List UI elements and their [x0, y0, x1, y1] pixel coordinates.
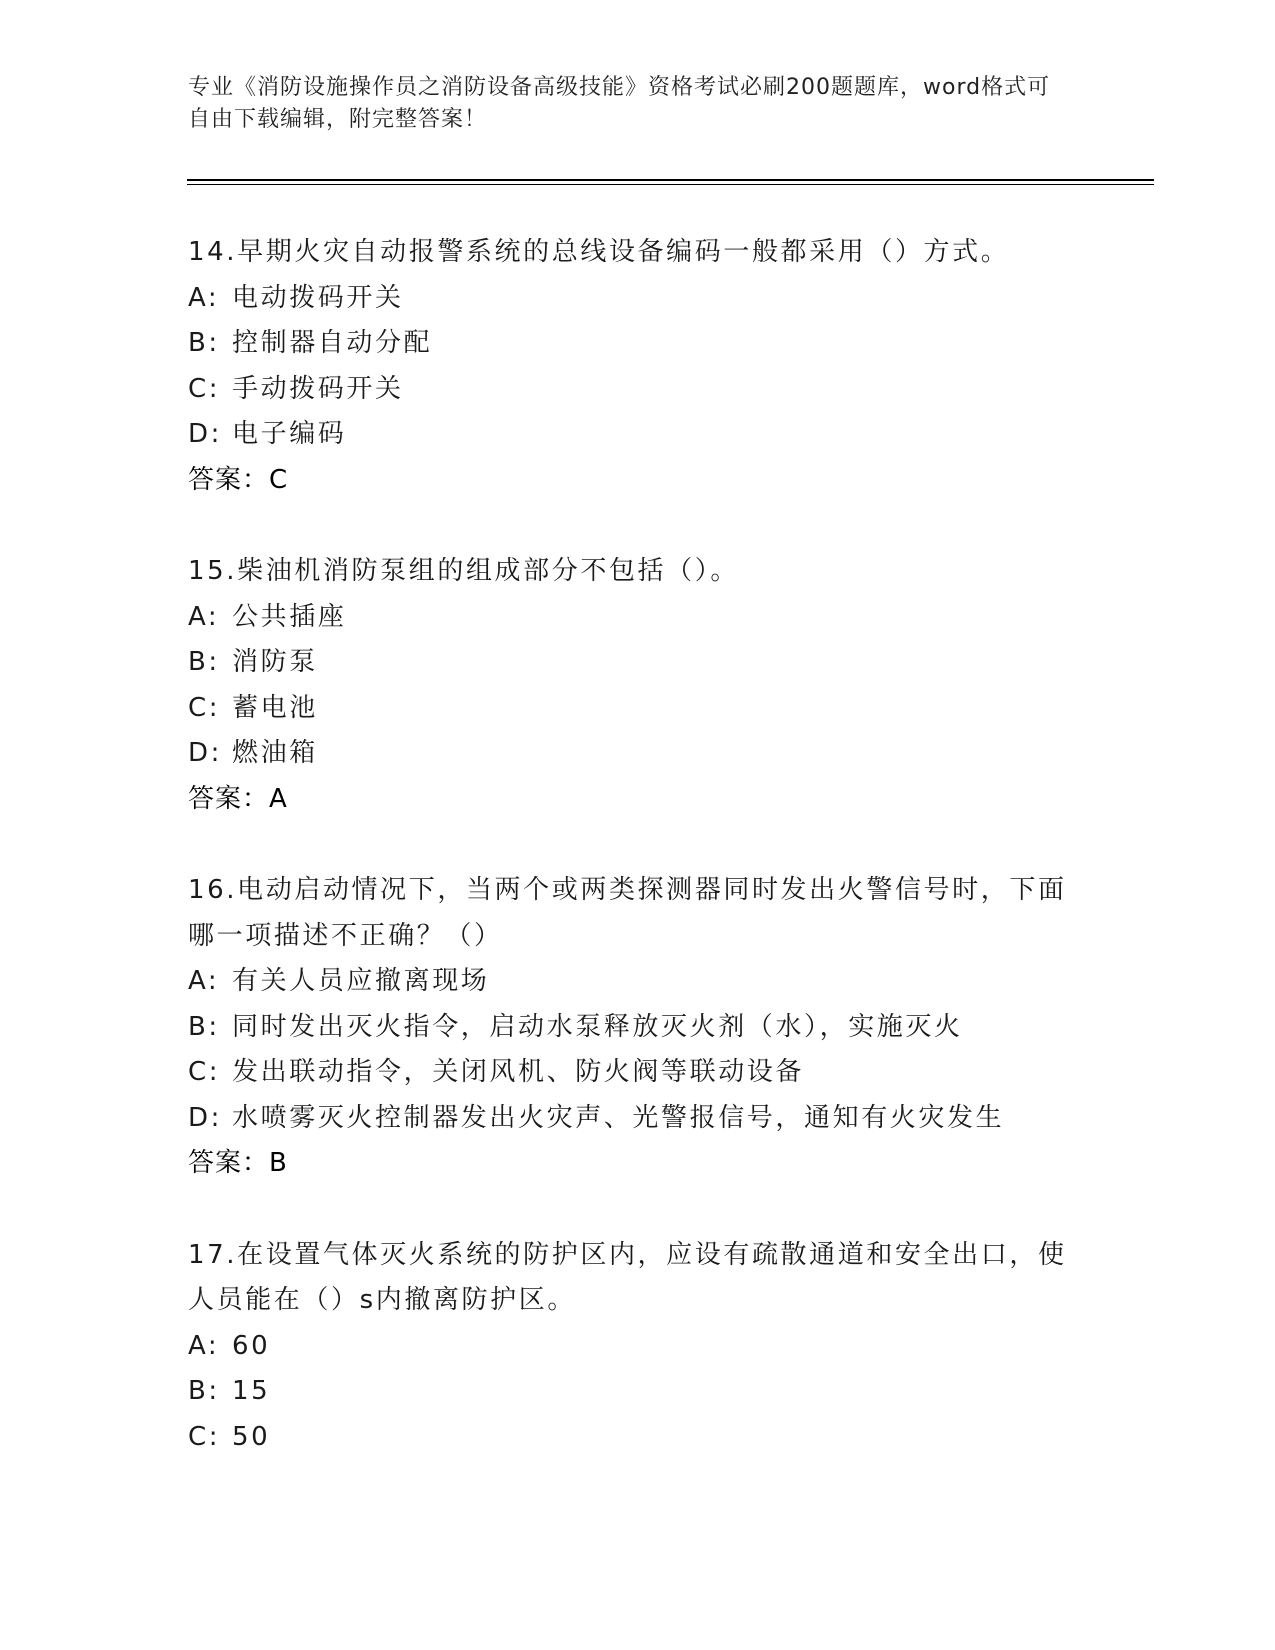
option-b: [188, 1005, 1088, 1051]
option-label: B:: [188, 647, 220, 677]
option-b: [188, 640, 1088, 686]
option-a: [188, 595, 1088, 641]
question-stem: 16.电动启动情况下，当两个或两类探测器同时发出火警信号时，下面哪一项描述不正确？（）: [188, 875, 1067, 951]
option-label: B:: [188, 1376, 220, 1406]
option-label: A:: [188, 282, 220, 313]
option-label: C:: [188, 1057, 221, 1087]
document-header: 专业《消防设施操作员之消防设备高级技能》资格考试必刷200题题库，word格式可自由下载编辑，附完整答案！: [188, 75, 1051, 132]
option-label: B:: [188, 1011, 220, 1042]
option-label: A:: [188, 966, 220, 996]
option-text: 有关人员应撤离现场: [232, 966, 490, 996]
option-b: [188, 1369, 1088, 1415]
option-text: 60: [232, 1330, 271, 1361]
option-label: D:: [188, 1102, 222, 1133]
option-c: [188, 1050, 1088, 1096]
option-label: D:: [188, 419, 222, 449]
answer: 答案：C: [188, 464, 289, 495]
option-text: 同时发出灭火指令，启动水泵释放灭火剂（水），实施灭火: [232, 1011, 963, 1042]
option-text: 消防泵: [232, 647, 318, 677]
header-divider-thin: [187, 184, 1154, 185]
option-label: C:: [188, 373, 221, 404]
option-text: 燃油箱: [232, 738, 318, 768]
option-text: 手动拨码开关: [232, 373, 404, 404]
answer: 答案：A: [188, 783, 288, 814]
answer: 答案：B: [188, 1148, 288, 1178]
option-text: 发出联动指令，关闭风机、防火阀等联动设备: [232, 1057, 805, 1087]
option-label: C:: [188, 1421, 221, 1452]
option-label: A:: [188, 1330, 220, 1361]
option-c: [188, 686, 1088, 732]
option-text: 水喷雾灭火控制器发出火灾声、光警报信号，通知有火灾发生: [232, 1102, 1005, 1133]
header-divider-thick: [187, 179, 1154, 181]
question-stem: 17.在设置气体灭火系统的防护区内，应设有疏散通道和安全出口，使人员能在（）s内撤离防护区。: [188, 1239, 1067, 1315]
option-text: 蓄电池: [232, 692, 318, 723]
question-15: [188, 549, 1088, 822]
option-text: 50: [232, 1421, 271, 1452]
option-c: [188, 367, 1088, 413]
option-a: [188, 959, 1088, 1005]
option-label: B:: [188, 328, 220, 358]
option-a: [188, 276, 1088, 322]
option-c: [188, 1415, 1088, 1461]
question-16: [188, 868, 1088, 1187]
question-stem: 15.柴油机消防泵组的组成部分不包括（）。: [188, 556, 739, 586]
option-label: A:: [188, 601, 220, 632]
question-14: [188, 230, 1088, 503]
question-stem: 14.早期火灾自动报警系统的总线设备编码一般都采用（）方式。: [188, 237, 1010, 267]
option-a: [188, 1324, 1088, 1370]
option-d: [188, 1096, 1088, 1142]
option-text: 电子编码: [232, 419, 347, 449]
option-text: 15: [232, 1376, 271, 1406]
option-text: 电动拨码开关: [232, 282, 404, 313]
question-17: [188, 1233, 1088, 1461]
option-text: 控制器自动分配: [232, 328, 433, 358]
option-d: [188, 731, 1088, 777]
option-label: C:: [188, 692, 221, 723]
option-d: [188, 412, 1088, 458]
option-text: 公共插座: [232, 601, 347, 632]
option-label: D:: [188, 738, 222, 768]
question-list: [188, 230, 1088, 1506]
option-b: [188, 321, 1088, 367]
